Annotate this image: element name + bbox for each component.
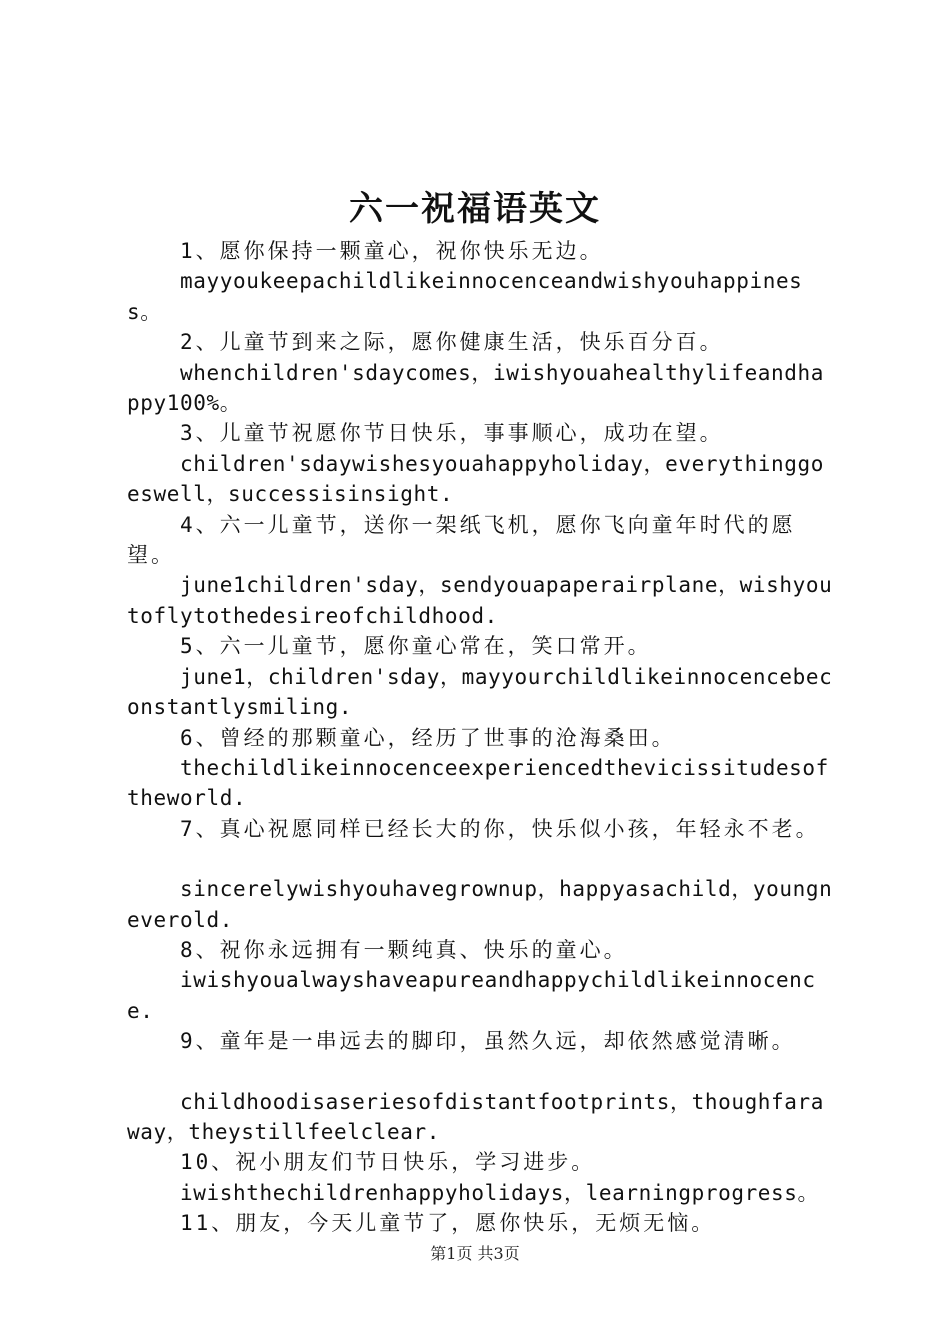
paragraph-7-en: sincerelywishyouhavegrownup，happyasachild，youngneverold. bbox=[127, 877, 833, 932]
paragraph-4-en: june1children'sday，sendyouapaperairplane，wishyoutoflytothedesireofchildhood. bbox=[127, 573, 833, 628]
paragraph-11-zh: 11、朋友，今天儿童节了，愿你快乐，无烦无恼。 bbox=[180, 1211, 716, 1236]
document-body bbox=[127, 236, 837, 1239]
paragraph-10-en: iwishthechildrenhappyholidays，learningprogress。 bbox=[180, 1180, 820, 1205]
paragraph-10-zh: 10、祝小朋友们节日快乐，学习进步。 bbox=[180, 1150, 596, 1175]
paragraph-1-en: mayyoukeepachildlikeinnocenceandwishyouhappiness。 bbox=[127, 269, 803, 324]
paragraph-2-en: whenchildren'sdaycomes，iwishyouahealthylifeandhappy100%。 bbox=[127, 360, 825, 416]
document-title: 六一祝福语英文 bbox=[349, 189, 601, 229]
paragraph-3-zh: 3、儿童节祝愿你节日快乐，事事顺心，成功在望。 bbox=[180, 421, 724, 446]
paragraph-4-zh: 4、六一儿童节，送你一架纸飞机，愿你飞向童年时代的愿望。 bbox=[127, 512, 796, 568]
paragraph-6-zh: 6、曾经的那颗童心，经历了世事的沧海桑田。 bbox=[180, 725, 676, 750]
paragraph-7-zh: 7、真心祝愿同样已经长大的你，快乐似小孩，年轻永不老。 bbox=[180, 816, 820, 841]
paragraph-8-zh: 8、祝你永远拥有一颗纯真、快乐的童心。 bbox=[180, 937, 628, 962]
paragraph-3-en: children'sdaywishesyouahappyholiday，everythinggoeswell，successisinsight. bbox=[127, 451, 825, 507]
paragraph-5-zh: 5、六一儿童节，愿你童心常在，笑口常开。 bbox=[180, 634, 652, 659]
paragraph-2-zh: 2、儿童节到来之际，愿你健康生活，快乐百分百。 bbox=[180, 330, 724, 355]
paragraph-6-en: thechildlikeinnocenceexperiencedthevicissitudesoftheworld. bbox=[127, 755, 829, 811]
paragraph-8-en: iwishyoualwayshaveapureandhappychildlikeinnocence. bbox=[127, 968, 816, 1023]
paragraph-5-en: june1，children'sday，mayyourchildlikeinnocencebeconstantlysmiling. bbox=[127, 664, 833, 720]
page-footer: 第1页 共3页 bbox=[430, 1244, 520, 1263]
paragraph-9-en: childhoodisaseriesofdistantfootprints，thoughfaraway，theystillfeelclear. bbox=[127, 1089, 825, 1144]
paragraph-1-zh: 1、愿你保持一颗童心，祝你快乐无边。 bbox=[180, 239, 604, 263]
paragraph-9-zh: 9、童年是一串远去的脚印，虽然久远，却依然感觉清晰。 bbox=[180, 1029, 796, 1054]
